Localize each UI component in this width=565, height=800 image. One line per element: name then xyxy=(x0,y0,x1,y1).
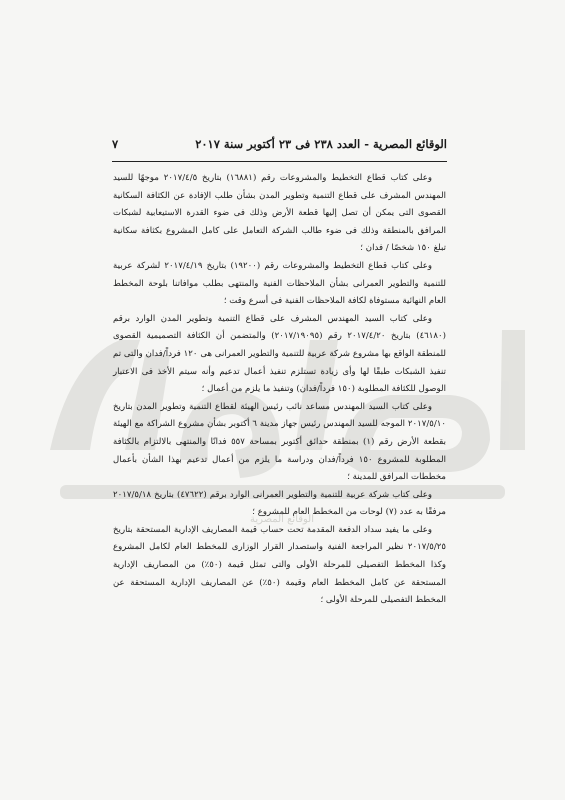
paragraph: وعلى كتاب السيد المهندس مساعد نائب رئيس الهيئة لقطاع التنمية وتطوير المدن بتاريخ ٢٠١٧/٥/١٠ الموجه للسيد المهندس رئيس جهاز مدينة ٦ أكتوبر بشأن مشروع الشراكة مع الهيئة بقطعة الأرض رقم (١) بمنطقة حدائق أكتوبر بمساحة ٥٥٧ فدانًا والمنتهى بالالتزام بالكثافة المطلوبة للمشروع ١٥٠ فرداً/فدان ودراسة ما يلزم من أعمال تدعيم بهذا الشأن بأعمال مخططات المرافق للمدينة ؛ xyxy=(113,401,447,483)
paragraph: وعلى كتاب قطاع التخطيط والمشروعات رقم (١٦٨٨١) بتاريخ ٢٠١٧/٤/٥ موجهًا للسيد المهندس المشرف على قطاع التنمية وتطوير المدن بشأن طلب الإفادة عن الكثافة السكانية القصوى التى يمكن أن تصل إليها قطعة الأرض وذلك فى ضوء القدرة الاستيعابية لشبكات المرافق بالمنطقة وذلك فى ضوء طالب الشركة التعامل على كامل المشروع بكثافة سكانية تبلغ ١٥٠ شخصًا / فدان ؛ xyxy=(113,173,446,254)
header-divider xyxy=(112,161,447,162)
paragraph: وعلى كتاب السيد المهندس المشرف على قطاع التنمية وتطوير المدن الوارد برقم (٤٦١٨٠) بتاريخ ٢٠١٧/٤/٢٠ رقم (٢٠١٧/١٩٠٩٥) والمتضمن أن الكثافة التصميمية القصوى للمنطقة الواقع بها مشروع شركة عربية للتنمية والتطوير العمرانى هى ١٢٠ فرداً/فدان والتى تم تنفيذ الشبكات طبقًا لها وأى زيادة تستلزم تنفيذ أعمال تدعيم وأنه سيتم الأخذ فى الاعتبار الوصول للكثافة المطلوبة (١٥٠ فرداً/فدان) وتنفيذ ما يلزم من أعمال ؛ xyxy=(113,313,447,395)
paragraph: وعلى كتاب قطاع التخطيط والمشروعات رقم (١٩٢٠٠) بتاريخ ٢٠١٧/٤/١٩ لشركة عربية للتنمية والتطوير العمرانى بشأن الملاحظات الفنية والمنتهى بطلب موافاتنا بلوحة المخطط العام النهائية مستوفاة لكافة الملاحظات الفنية فى أسرع وقت ؛ xyxy=(113,260,446,307)
document-body xyxy=(113,170,446,610)
paragraph: وعلى كتاب شركة عربية للتنمية والتطوير العمرانى الوارد برقم (٤٧٦٢٢) بتاريخ ٢٠١٧/٥/١٨ مرفقًا به عدد (٧) لوحات من المخطط العام للمشروع ؛ xyxy=(113,489,446,518)
watermark-text: الوقائع المصرية xyxy=(249,514,315,525)
paragraph: وعلى ما يفيد سداد الدفعة المقدمة تحت حساب قيمة المصاريف الإدارية المستحقة بتاريخ ٢٠١٧/٥/٢٥ نظير المراجعة الفنية واستصدار القرار الوزارى للمخطط العام لكامل المشروع وكذا المخطط التفصيلى للمرحلة الأولى والتى تمثل قيمة (٥٠٪) من المصاريف الإدارية المستحقة عن كامل المخطط العام وقيمة (٥٠٪) عن المصاريف الإدارية المستحقة عن المخطط التفصيلى للمرحلة الأولى ؛ xyxy=(113,524,446,606)
page-number: ٧ xyxy=(112,137,119,151)
page-header xyxy=(112,137,447,159)
header-title: الوقائع المصرية - العدد ٢٣٨ فى ٢٣ أكتوبر سنة ٢٠١٧ xyxy=(195,137,447,151)
